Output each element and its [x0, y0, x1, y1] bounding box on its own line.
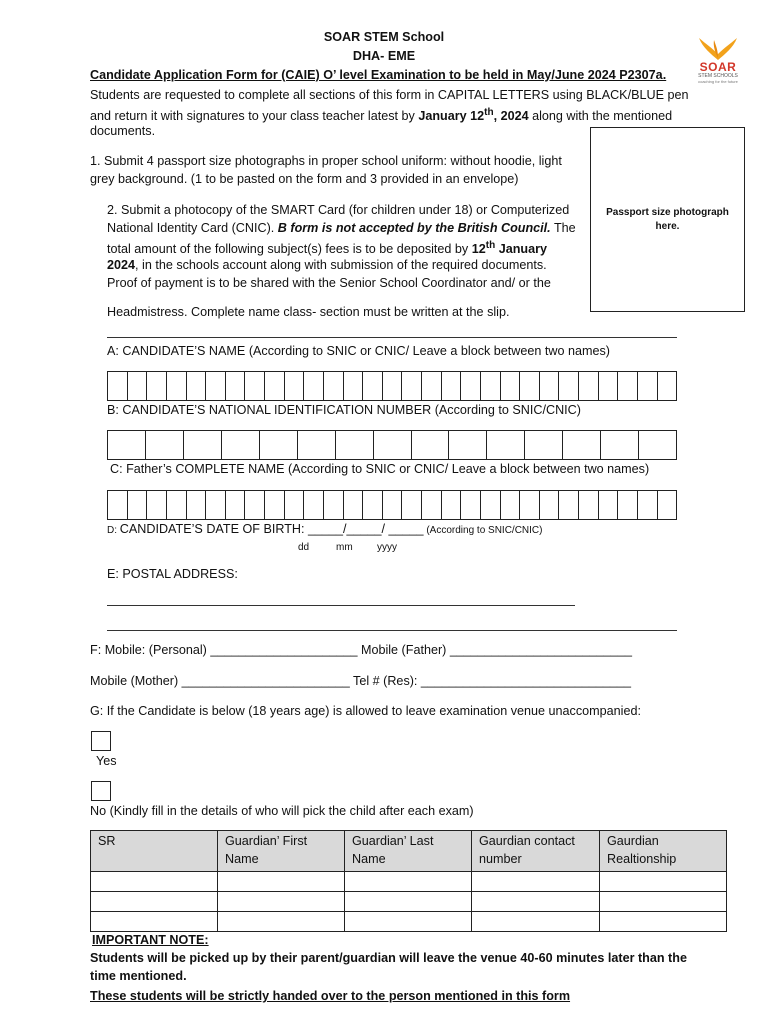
char-box[interactable]: [108, 431, 146, 459]
item1-line-2: grey background. (1 to be pasted on the form and 3 provided in an envelope): [90, 172, 519, 186]
item2-line-5: Proof of payment is to be shared with the Senior School Coordinator and/ or the: [107, 276, 551, 290]
char-box[interactable]: [363, 372, 383, 400]
char-box[interactable]: [540, 491, 560, 519]
char-box[interactable]: [461, 372, 481, 400]
char-box[interactable]: [579, 491, 599, 519]
char-box[interactable]: [206, 372, 226, 400]
char-box[interactable]: [559, 491, 579, 519]
item2-line-6: Headmistress. Complete name class- section must be written at the slip.: [107, 305, 510, 319]
char-box[interactable]: [265, 372, 285, 400]
char-box[interactable]: [481, 372, 501, 400]
char-box[interactable]: [559, 372, 579, 400]
char-box[interactable]: [245, 372, 265, 400]
dob-dd-label: dd: [298, 542, 310, 553]
char-box[interactable]: [187, 491, 207, 519]
address-line-1[interactable]: [107, 605, 575, 606]
table-cell[interactable]: [218, 912, 345, 932]
note-line-3: These students will be strictly handed over to the person mentioned in this form: [90, 989, 571, 1003]
section-a-label: A: CANDIDATE’S NAME (According to SNIC or CNIC/ Leave a block between two names): [107, 344, 610, 358]
logo-subtagline: coaching for the future: [698, 79, 738, 84]
char-box[interactable]: [442, 491, 462, 519]
item2-line-4: 2024, in the schools account along with submission of the required documents.: [107, 258, 547, 272]
char-box[interactable]: [520, 491, 540, 519]
char-box[interactable]: [383, 491, 403, 519]
char-box[interactable]: [599, 491, 619, 519]
note-line-2: time mentioned.: [90, 969, 187, 983]
char-box[interactable]: [344, 372, 364, 400]
item1-line-1: 1. Submit 4 passport size photographs in proper school uniform: without hoodie, light: [90, 154, 562, 168]
table-cell[interactable]: [472, 892, 600, 912]
no-label: No (Kindly fill in the details of who will pick the child after each exam): [90, 804, 474, 818]
table-cell[interactable]: [345, 892, 472, 912]
dob-mm-label: mm: [336, 542, 353, 553]
school-name: SOAR STEM School: [323, 30, 445, 44]
table-row: [91, 912, 727, 932]
national-id-boxes[interactable]: [107, 430, 677, 460]
photo-box-label: Passport size photograph: [606, 206, 729, 218]
section-b-label: B: CANDIDATE’S NATIONAL IDENTIFICATION NUMBER (According to SNIC/CNIC): [107, 403, 581, 417]
char-box[interactable]: [147, 491, 167, 519]
table-cell[interactable]: [472, 912, 600, 932]
logo-tagline: STEM SCHOOLS: [698, 73, 738, 79]
passport-photo-box[interactable]: [590, 127, 745, 312]
intro-line-3: documents.: [90, 124, 156, 138]
char-box[interactable]: [658, 372, 677, 400]
char-box[interactable]: [187, 372, 207, 400]
char-box[interactable]: [344, 491, 364, 519]
char-box[interactable]: [402, 372, 422, 400]
char-box[interactable]: [324, 372, 344, 400]
yes-checkbox[interactable]: [91, 731, 111, 751]
char-box[interactable]: [336, 431, 374, 459]
char-box[interactable]: [520, 372, 540, 400]
intro-line-2: and return it with signatures to your class teacher latest by January 12th, 2024 along with the mentioned: [90, 107, 673, 124]
table-cell[interactable]: [218, 872, 345, 892]
section-d-label: D: CANDIDATE’S DATE OF BIRTH: _____/_____/ _____ (According to SNIC/CNIC): [107, 522, 543, 536]
yes-label: Yes: [96, 754, 117, 768]
char-box[interactable]: [563, 431, 601, 459]
photo-box-label-2: here.: [655, 220, 680, 232]
soar-logo: [693, 36, 743, 84]
section-g-label: G: If the Candidate is below (18 years age) is allowed to leave examination venue unaccompanied:: [90, 704, 641, 718]
item2-line-3: total amount of the following subject(s) fees is to be deposited by 12th January: [107, 240, 548, 257]
char-box[interactable]: [601, 431, 639, 459]
char-box[interactable]: [128, 491, 148, 519]
note-title: IMPORTANT NOTE:: [92, 933, 209, 947]
section-f-mother[interactable]: Mobile (Mother) ________________________ Tel # (Res): ______________________________: [90, 674, 632, 688]
intro-line-1: Students are requested to complete all sections of this form in CAPITAL LETTERS using BLACK/BLUE pen: [90, 88, 689, 102]
char-box[interactable]: [226, 372, 246, 400]
header-contact: Gaurdian contact number: [472, 831, 600, 872]
candidate-name-boxes[interactable]: [107, 371, 677, 401]
char-box[interactable]: [222, 431, 260, 459]
table-row: [91, 872, 727, 892]
header-last-name: Guardian’ Last Name: [345, 831, 472, 872]
char-box[interactable]: [298, 431, 336, 459]
item2-line-2: National Identity Card (CNIC). B form is not accepted by the British Council. The: [107, 221, 576, 235]
campus-name: DHA- EME: [352, 49, 416, 63]
char-box[interactable]: [147, 372, 167, 400]
form-title: Candidate Application Form for (CAIE) O’ level Examination to be held in May/June 2024 P2307a.: [90, 68, 667, 82]
char-box[interactable]: [412, 431, 450, 459]
address-line-2[interactable]: [107, 630, 677, 631]
table-row: [91, 892, 727, 912]
char-box[interactable]: [167, 372, 187, 400]
note-line-1: Students will be picked up by their parent/guardian will leave the venue 40-60 minutes later than the: [90, 951, 687, 965]
char-box[interactable]: [402, 491, 422, 519]
section-f-mobile[interactable]: F: Mobile: (Personal) _____________________ Mobile (Father) __________________________: [90, 643, 632, 657]
char-box[interactable]: [363, 491, 383, 519]
char-box[interactable]: [285, 491, 305, 519]
char-box[interactable]: [599, 372, 619, 400]
char-box[interactable]: [618, 372, 638, 400]
char-box[interactable]: [639, 431, 676, 459]
char-box[interactable]: [442, 372, 462, 400]
char-box[interactable]: [265, 491, 285, 519]
char-box[interactable]: [146, 431, 184, 459]
char-box[interactable]: [638, 372, 658, 400]
char-box[interactable]: [540, 372, 560, 400]
char-box[interactable]: [374, 431, 412, 459]
table-cell[interactable]: [345, 912, 472, 932]
wings-icon: [693, 36, 743, 62]
char-box[interactable]: [461, 491, 481, 519]
section-c-label: C: Father’s COMPLETE NAME (According to SNIC or CNIC/ Leave a block between two names): [110, 462, 650, 476]
char-box[interactable]: [638, 491, 658, 519]
table-cell[interactable]: [91, 872, 218, 892]
no-checkbox[interactable]: [91, 781, 111, 801]
char-box[interactable]: [383, 372, 403, 400]
char-box[interactable]: [487, 431, 525, 459]
char-box[interactable]: [260, 431, 298, 459]
char-box[interactable]: [285, 372, 305, 400]
table-cell[interactable]: [472, 872, 600, 892]
table-cell[interactable]: [218, 892, 345, 912]
table-cell[interactable]: [600, 912, 727, 932]
char-box[interactable]: [128, 372, 148, 400]
item2-line-1: 2. Submit a photocopy of the SMART Card (for children under 18) or Computerized: [107, 203, 570, 217]
char-box[interactable]: [449, 431, 487, 459]
table-cell[interactable]: [600, 892, 727, 912]
char-box[interactable]: [618, 491, 638, 519]
char-box[interactable]: [658, 491, 677, 519]
char-box[interactable]: [525, 431, 563, 459]
header-sr: SR: [91, 831, 218, 872]
char-box[interactable]: [226, 491, 246, 519]
table-cell[interactable]: [600, 872, 727, 892]
table-cell[interactable]: [91, 892, 218, 912]
char-box[interactable]: [245, 491, 265, 519]
logo-name: SOAR: [699, 60, 737, 74]
char-box[interactable]: [481, 491, 501, 519]
guardian-table: [90, 830, 727, 932]
char-box[interactable]: [324, 491, 344, 519]
char-box[interactable]: [422, 372, 442, 400]
section-e-label: E: POSTAL ADDRESS:: [107, 567, 238, 581]
char-box[interactable]: [422, 491, 442, 519]
char-box[interactable]: [167, 491, 187, 519]
father-name-boxes[interactable]: [107, 490, 677, 520]
char-box[interactable]: [579, 372, 599, 400]
char-box[interactable]: [206, 491, 226, 519]
char-box[interactable]: [501, 491, 521, 519]
header-relationship: Gaurdian Realtionship: [600, 831, 727, 872]
char-box[interactable]: [501, 372, 521, 400]
table-cell[interactable]: [345, 872, 472, 892]
char-box[interactable]: [108, 372, 128, 400]
char-box[interactable]: [108, 491, 128, 519]
char-box[interactable]: [304, 372, 324, 400]
header-first-name: Guardian’ First Name: [218, 831, 345, 872]
dob-yyyy-label: yyyy: [377, 542, 397, 553]
char-box[interactable]: [304, 491, 324, 519]
char-box[interactable]: [184, 431, 222, 459]
table-header-row: [91, 831, 727, 872]
table-cell[interactable]: [91, 912, 218, 932]
divider: [107, 337, 677, 338]
